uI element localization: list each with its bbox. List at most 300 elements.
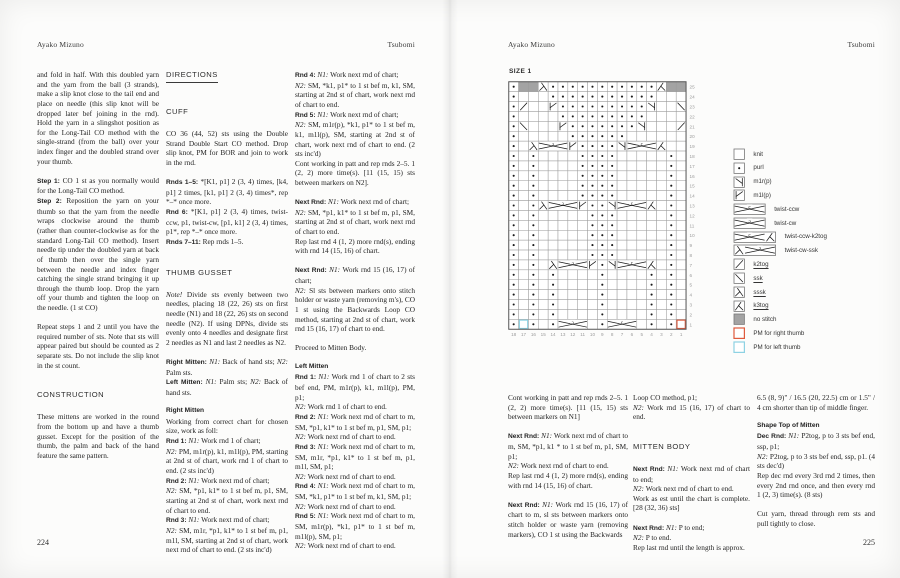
chart-cell-k xyxy=(538,290,548,300)
text-segment: Rnd 4: xyxy=(295,483,318,491)
chart-cell-k xyxy=(656,92,666,102)
svg-text:ɔ: ɔ xyxy=(571,319,574,326)
text-segment: Work next rnd of chart; xyxy=(340,197,410,207)
legend-item xyxy=(733,244,883,256)
chart-cell-k xyxy=(538,250,548,260)
chart-column-label: 18 xyxy=(511,332,517,338)
text-segment: N1: xyxy=(327,197,341,207)
paragraph xyxy=(508,500,628,540)
chart-column-label: 2 xyxy=(669,332,673,338)
chart-row-label: 15 xyxy=(689,183,695,189)
left-column-3 xyxy=(295,70,415,560)
paragraph xyxy=(508,431,628,490)
svg-text:ɔ: ɔ xyxy=(758,246,762,253)
chart-cell-k xyxy=(676,191,686,201)
text-segment: Work next rnd of chart to m, SM, *p1, k1* to 1 st bef m, p1, SM, p1; xyxy=(295,411,415,432)
sssk-symbol-icon xyxy=(733,286,745,298)
chart-cell-k xyxy=(647,240,657,250)
chart-cell-k xyxy=(578,230,588,240)
paragraph xyxy=(166,290,288,348)
text-segment: N1: xyxy=(318,372,332,382)
chart-cell-k xyxy=(528,131,538,141)
text-segment: Note! xyxy=(166,289,187,299)
chart-cell-k xyxy=(676,280,686,290)
chart-cell-k xyxy=(617,280,627,290)
chart-cell-k xyxy=(627,210,637,220)
chart-row-label: 16 xyxy=(689,173,695,179)
text-segment: N2: xyxy=(633,484,646,494)
chart-cell-k xyxy=(676,181,686,191)
chart-cell-k xyxy=(558,270,568,280)
chart-cell-k xyxy=(548,230,558,240)
legend-item xyxy=(733,300,883,312)
text-segment: Cont working in patt and rep rnds 2–5. 1 (2, 2) more time(s). [11 (15, 15) sts between markers on N1] xyxy=(508,393,628,422)
text-segment: Work next rnd of chart to m, SM, m1r, *p1, k1* to 1 st bef m, p1, m1l, SM, p1; xyxy=(295,441,415,472)
legend-label: twist-cw xyxy=(774,219,797,227)
chart-row-label: 5 xyxy=(689,282,693,288)
chart-cell-k xyxy=(676,270,686,280)
text-segment: Work next rnd of chart to end; xyxy=(633,463,750,484)
chart-row-label: 10 xyxy=(689,233,695,239)
text-segment: N2: xyxy=(633,533,646,543)
text-segment: N2: xyxy=(295,207,308,217)
tccw-symbol-icon xyxy=(733,203,766,215)
chart-cell-k xyxy=(627,290,637,300)
chart-cell-k xyxy=(656,220,666,230)
text-segment: These mittens are worked in the round from the bottom up and have a thumb gusset. Except for the position of the thumb, the palm and back of the hand feature the same pattern. xyxy=(37,412,159,460)
chart-cell-k xyxy=(656,319,666,329)
chart-cell-k xyxy=(647,171,657,181)
paragraph xyxy=(166,357,288,398)
chart-cell-k xyxy=(538,161,548,171)
ssk-symbol-icon xyxy=(733,272,745,284)
text-segment: N2: xyxy=(166,525,180,535)
chart-cell-k xyxy=(647,111,657,121)
chart-cell-ns xyxy=(528,82,538,92)
chart-cell-k xyxy=(627,240,637,250)
chart-cell-k xyxy=(578,250,588,260)
chart-cell-k xyxy=(617,191,627,201)
chart-cell-k xyxy=(548,181,558,191)
chart-column-label: 9 xyxy=(601,332,604,338)
chart-row-label: 23 xyxy=(689,104,695,110)
legend-item xyxy=(733,217,883,229)
chart-cell-k xyxy=(548,161,558,171)
text-segment: Work rnd 1 of chart to 2 sts bef end, PM, m1r(p), k1, m1l(p), PM, p1; xyxy=(295,372,415,402)
chart-cell-k xyxy=(656,111,666,121)
chart-cell-k xyxy=(617,151,627,161)
text-segment: P2tog, p to 3 sts bef end, ssp, p1. (4 sts dec'd) xyxy=(757,451,875,471)
text-segment: N2: xyxy=(295,432,308,442)
svg-text:c: c xyxy=(630,260,634,267)
chart-cell-k xyxy=(656,240,666,250)
chart-cell-k xyxy=(538,309,548,319)
text-segment: N1: xyxy=(542,499,556,509)
chart-cell-k xyxy=(578,280,588,290)
paragraph xyxy=(508,393,628,422)
chart-cell-k xyxy=(568,151,578,161)
tcw-symbol-icon xyxy=(733,217,766,229)
chart-cell-k xyxy=(558,210,568,220)
legend-label: m1r(p) xyxy=(753,178,772,186)
text-segment: Rnds 1–5: xyxy=(166,179,201,187)
text-segment: N1: xyxy=(188,436,202,446)
chart-cell-k xyxy=(548,240,558,250)
paragraph xyxy=(633,393,750,422)
legend-label: knit xyxy=(753,150,764,158)
legend-item xyxy=(733,341,883,353)
chart-cell-k xyxy=(647,230,657,240)
text-segment: N2: xyxy=(295,501,308,511)
chart-cell-k xyxy=(617,181,627,191)
chart-cell-k xyxy=(656,290,666,300)
chart-cell-k xyxy=(548,151,558,161)
chart-cell-k xyxy=(548,191,558,201)
text-segment: Work next rnd of chart to m, SM, *p1, k1 * to 1 st bef m, p1, SM, p1; xyxy=(508,431,628,461)
text-segment: N1: xyxy=(329,265,343,275)
legend-item xyxy=(733,231,883,243)
chart-row-label: 20 xyxy=(689,134,695,140)
chart-cell-ns xyxy=(519,82,529,92)
chart-cell-k xyxy=(519,141,529,151)
chart-cell-k xyxy=(548,131,558,141)
chart-column-label: 11 xyxy=(580,332,586,338)
chart-cell-k xyxy=(607,270,617,280)
chart-cell-k xyxy=(568,230,578,240)
text-segment: N1: xyxy=(317,481,331,491)
chart-cell-k xyxy=(548,171,558,181)
text-segment: Work next rnd of chart; xyxy=(330,109,399,119)
paragraph xyxy=(757,431,875,499)
chart-cell-k xyxy=(637,131,647,141)
author-name: Ayako Mizuno xyxy=(37,40,84,49)
text-segment: Work next rnd of chart; xyxy=(201,515,270,525)
text-segment: *[K1, p1] 2 (3, 4) times, [k4, p1] 2 times, [k1, p1] 2 (3, 4) times*, rep *–* once more. xyxy=(166,177,288,207)
chart-cell-k xyxy=(617,230,627,240)
page-number-left: 224 xyxy=(37,538,49,547)
chart-cell-k xyxy=(538,270,548,280)
text-segment: Loop CO method, p1; xyxy=(633,393,698,402)
text-segment: N2: xyxy=(295,80,308,90)
paragraph xyxy=(166,417,288,555)
chart-column-label: 6 xyxy=(630,332,634,338)
chart-cell-pml xyxy=(519,319,529,329)
page-number-right: 225 xyxy=(863,538,875,547)
chart-cell-k xyxy=(538,181,548,191)
chart-cell-k xyxy=(538,240,548,250)
chart-cell-k xyxy=(538,280,548,290)
text-segment: Divide sts evenly between two needles, placing 18 (22, 26) sts on first needle (N1) and 18 (22, 26) sts on second needle (N2). If using DPNs, divide sts evenly onto 4 needles and designate first 2 needles as N1 and last 2 needles as N2. xyxy=(166,289,288,347)
legend-label: PM for right thumb xyxy=(753,329,805,337)
chart-cell-k xyxy=(627,161,637,171)
chart-cell-k xyxy=(538,171,548,181)
text-segment: Rnd 1: xyxy=(295,374,319,382)
chart-cell-k xyxy=(647,250,657,260)
page-seam xyxy=(442,0,458,578)
chart-cell-k xyxy=(538,319,548,329)
chart-cell-k xyxy=(519,250,529,260)
legend-item xyxy=(733,313,883,325)
chart-cell-k xyxy=(627,280,637,290)
chart-cell-k xyxy=(538,102,548,112)
text-segment: Work next rnd of chart; xyxy=(330,70,399,79)
chart-cell-ns xyxy=(666,82,676,92)
chart-cell-k xyxy=(568,290,578,300)
text-segment: Cont working in patt and rep rnds 2–5. 1 (2, 2) more time(s). [11 (15, 15) sts between markers on N2]. xyxy=(295,158,415,188)
text-segment: Work rnd 15 (16, 17) of chart to end. xyxy=(633,402,750,422)
chart-row-label: 4 xyxy=(689,292,693,298)
text-segment: Sl sts between markers onto stitch holder or waste yarn (removing m's), CO 1 st using the Backwards Loop CO method, starting at 2nd st of chart, work rnd 15 (16, 17) of chart to end. xyxy=(295,285,415,334)
chart-cell-k xyxy=(607,300,617,310)
sub-heading: Left Mitten xyxy=(295,362,329,370)
chart-row-label: 25 xyxy=(689,84,695,90)
chart-row-label: 12 xyxy=(689,213,695,219)
legend-item xyxy=(733,203,883,215)
chart-cell-k xyxy=(528,111,538,121)
legend-label: twist-ccw xyxy=(774,205,800,213)
chart-cell-k xyxy=(578,270,588,280)
chart-cell-k xyxy=(538,92,548,102)
legend-item xyxy=(733,272,883,284)
text-segment: Rnd 5: xyxy=(295,513,318,521)
text-segment: N2: xyxy=(633,402,648,412)
chart-cell-k xyxy=(676,240,686,250)
chart-cell-k xyxy=(637,220,647,230)
chart-row-label: 22 xyxy=(689,114,695,120)
chart-size-title: SIZE 1 xyxy=(509,68,532,75)
chart-cell-k xyxy=(656,260,666,270)
chart-cell-pmr xyxy=(676,319,686,329)
tccwk-symbol-icon xyxy=(733,231,777,243)
chart-cell-k xyxy=(637,319,647,329)
chart-cell-k xyxy=(568,240,578,250)
chart-cell-k xyxy=(666,111,676,121)
text-segment: Proceed to Mitten Body. xyxy=(295,343,367,353)
text-segment: Palm sts. xyxy=(166,367,193,377)
text-segment: Step 1: xyxy=(37,177,63,185)
chart-column-label: 5 xyxy=(640,332,643,338)
text-segment: N2: xyxy=(166,446,179,456)
text-segment: Rnd 1: xyxy=(166,438,189,446)
text-segment: N1: xyxy=(667,463,681,473)
chart-cell-k xyxy=(519,220,529,230)
paragraph xyxy=(166,177,288,248)
text-segment: Work next rnd of chart to end. xyxy=(307,471,396,481)
chart-column-label: 15 xyxy=(540,332,546,338)
chart-row-label: 13 xyxy=(689,203,695,209)
chart-cell-k xyxy=(558,161,568,171)
text-segment: N1: xyxy=(665,522,679,532)
chart-cell-k xyxy=(588,270,598,280)
chart-row-label: 7 xyxy=(689,262,693,268)
text-segment: Work rnd 1 of chart to end. xyxy=(307,402,387,412)
legend-item xyxy=(733,176,883,188)
tcwssk-symbol-icon xyxy=(733,244,777,256)
chart-legend xyxy=(733,148,883,355)
chart-cell-k xyxy=(538,131,548,141)
k2tog-symbol-icon xyxy=(733,258,745,270)
text-segment: SM, *k1, p1* to 1 st bef m, k1, SM, starting at 2nd st of chart, work next rnd of chart to end. xyxy=(295,80,415,109)
chart-cell-k xyxy=(588,309,598,319)
text-segment: Rnd 2: xyxy=(295,413,318,421)
chart-cell-k xyxy=(538,121,548,131)
text-segment: Next Rnd: xyxy=(633,524,666,532)
text-segment: Rep last rnd 4 (1, 2) more rnd(s), ending with rnd 14 (15, 16) of chart. xyxy=(508,470,628,490)
chart-cell-k xyxy=(637,151,647,161)
chart-cell-k xyxy=(647,121,657,131)
text-segment: N1: xyxy=(209,356,223,366)
chart-column-label: 7 xyxy=(620,332,624,338)
chart-row-label: 2 xyxy=(689,312,693,318)
chart-cell-k xyxy=(548,250,558,260)
chart-cell-k xyxy=(676,111,686,121)
text-segment: Rnd 5: xyxy=(295,111,318,119)
svg-text:ɔ: ɔ xyxy=(748,218,751,225)
chart-cell-k xyxy=(637,210,647,220)
author-name: Ayako Mizuno xyxy=(508,40,555,49)
chart-cell-k xyxy=(637,161,647,171)
chart-cell-k xyxy=(627,309,637,319)
chart-cell-k xyxy=(627,191,637,201)
legend-label: PM for left thumb xyxy=(753,343,801,351)
chart-cell-k xyxy=(519,280,529,290)
chart-cell-k xyxy=(656,270,666,280)
legend-item xyxy=(733,286,883,298)
text-segment: Back of hand sts. xyxy=(166,377,288,397)
chart-cell-k xyxy=(528,102,538,112)
legend-label: k3tog xyxy=(753,302,769,310)
text-segment: Repeat steps 1 and 2 until you have the required number of sts. Note that sts will appear paired but should be counted as 2 separate sts. Do not include the slip knot in the st count. xyxy=(37,322,159,370)
text-segment: 6.5 (8, 9)" / 16.5 (20, 22.5) cm or 1.5" / 4 cm shorter than tip of middle finger. xyxy=(757,393,875,412)
chart-cell-k xyxy=(627,131,637,141)
chart-cell-k xyxy=(637,181,647,191)
text-segment: Cut yarn, thread through rem sts and pull tightly to close. xyxy=(757,509,875,529)
text-segment: Rnds 7–11: xyxy=(166,238,203,246)
text-segment: Rep dec rnd every 3rd rnd 2 times, then every 2nd rnd once, and then every rnd 1 (2, 3) time(s). (8 sts) xyxy=(757,471,875,500)
chart-cell-k xyxy=(627,181,637,191)
chart-cell-k xyxy=(558,280,568,290)
text-segment: Work next rnd of chart to end. xyxy=(520,461,609,471)
chart-cell-k xyxy=(637,280,647,290)
chart-column-label: 3 xyxy=(660,332,663,338)
text-segment: N1: xyxy=(317,109,331,119)
text-segment: Work as est until the chart is complete. [28 (32, 36) sts] xyxy=(633,493,750,513)
chart-row-label: 3 xyxy=(689,302,693,308)
legend-item xyxy=(733,162,883,174)
chart-row-label: 21 xyxy=(689,124,695,130)
chart-cell-k xyxy=(656,171,666,181)
svg-text:ɔ: ɔ xyxy=(551,141,555,148)
chart-cell-k xyxy=(558,240,568,250)
chart-cell-k xyxy=(617,171,627,181)
chart-cell-k xyxy=(656,280,666,290)
chart-cell-k xyxy=(617,240,627,250)
chart-cell-k xyxy=(627,220,637,230)
chart-cell-k xyxy=(617,210,627,220)
chart-cell-k xyxy=(666,141,676,151)
chart-cell-k xyxy=(627,300,637,310)
chart-cell-k xyxy=(617,309,627,319)
chart-cell-k xyxy=(519,171,529,181)
chart-cell-k xyxy=(548,111,558,121)
paragraph xyxy=(295,197,415,256)
svg-text:ɔ: ɔ xyxy=(561,201,565,208)
pattern-title: Tsubomi xyxy=(387,40,415,49)
chart-cell-k xyxy=(519,111,529,121)
chart-cell-k xyxy=(538,220,548,230)
text-segment: Work next rnd of chart to end. xyxy=(307,541,396,551)
text-segment: and fold in half. With this doubled yarn and the yarn from the ball (3 strands), make a slip knot close to the tail end and place on needle (this slip knot will be dropped later bef joining in the rnd). Hold the yarn in a slingshot position as for the Long-Tail CO method with the single-strand (from the ball) over your index finger and the doubled strand over your thumb. xyxy=(37,70,159,166)
chart-cell-k xyxy=(637,191,647,201)
pmr-symbol-icon xyxy=(733,327,745,339)
text-segment: N1: xyxy=(317,411,331,421)
text-segment: N1: xyxy=(188,475,202,485)
chart-cell-k xyxy=(617,290,627,300)
p-symbol-icon xyxy=(733,162,745,174)
legend-label: no stitch xyxy=(753,316,777,324)
chart-cell-k xyxy=(656,131,666,141)
chart-cell-k xyxy=(666,131,676,141)
chart-cell-k xyxy=(637,300,647,310)
chart-cell-k xyxy=(538,151,548,161)
chart-cell-k xyxy=(519,270,529,280)
text-segment: N1: xyxy=(317,511,331,521)
left-column-2 xyxy=(166,70,288,564)
paragraph xyxy=(757,393,875,412)
text-segment: *[K1, p1] 2 (3, 4) times, twist-ccw, p1, twist-cw, [p1, k1] 2 (3, 4) times, p1*, rep *–* once more. xyxy=(166,206,288,237)
chart-cell-k xyxy=(568,250,578,260)
chart-cell-k xyxy=(558,131,568,141)
chart-cell-k xyxy=(676,92,686,102)
text-segment: Step 2: xyxy=(37,198,67,206)
chart-cell-k xyxy=(627,151,637,161)
right-column-3 xyxy=(757,393,875,538)
text-segment: Next Rnd: xyxy=(295,267,330,275)
chart-cell-k xyxy=(558,181,568,191)
chart-cell-k xyxy=(627,250,637,260)
chart-cell-k xyxy=(617,250,627,260)
text-segment: Reposition the yarn on your thumb so that the yarn from the needle wraps clockwise around the thumb (rather than counter-clockwise as for the standard Long-Tail CO method). Insert needle tip under the doubled yarn at back of thumb then over the single yarn between the needle and index finger catching the single strand bringing it up through the thumb loop. Drop the yarn off your thumb and tighten the loop on the needle. (1 st CO) xyxy=(37,196,159,313)
chart-cell-k xyxy=(519,210,529,220)
svg-text:c: c xyxy=(630,201,634,208)
section-heading: CUFF xyxy=(166,107,189,117)
chart-cell-k xyxy=(568,191,578,201)
right-column-2 xyxy=(633,393,750,562)
chart-cell-k xyxy=(519,92,529,102)
chart-cell-k xyxy=(676,161,686,171)
chart-cell-k xyxy=(558,250,568,260)
chart-cell-k xyxy=(647,191,657,201)
chart-cell-k xyxy=(578,220,588,230)
text-segment: Back of hand sts; xyxy=(222,356,278,366)
text-segment: Work next rnd of chart to end. xyxy=(645,484,734,494)
chart-cell-k xyxy=(607,280,617,290)
chart-column-label: 17 xyxy=(520,332,527,338)
paragraph xyxy=(295,372,415,551)
chart-cell-k xyxy=(528,92,538,102)
text-segment: N2: xyxy=(295,541,308,551)
legend-label: k2tog xyxy=(753,260,769,268)
knitting-chart xyxy=(508,81,703,340)
chart-cell-k xyxy=(647,131,657,141)
text-segment: Work rnd 1 of chart; xyxy=(201,436,261,446)
chart-cell-k xyxy=(568,210,578,220)
text-segment: Work next rnd of chart; xyxy=(201,475,270,485)
paragraph xyxy=(295,343,415,353)
chart-cell-k xyxy=(656,300,666,310)
text-segment: SM, *p1, k1* to 1 st bef m, p1, SM, starting at 2nd st of chart, work next rnd of chart to end. xyxy=(295,207,415,237)
text-segment: SM, m1r, *p1, k1* to 1 st bef m, p1, m1l, SM, starting at 2nd st of chart, work next rnd of chart to end. (2 sts inc'd) xyxy=(166,525,288,555)
